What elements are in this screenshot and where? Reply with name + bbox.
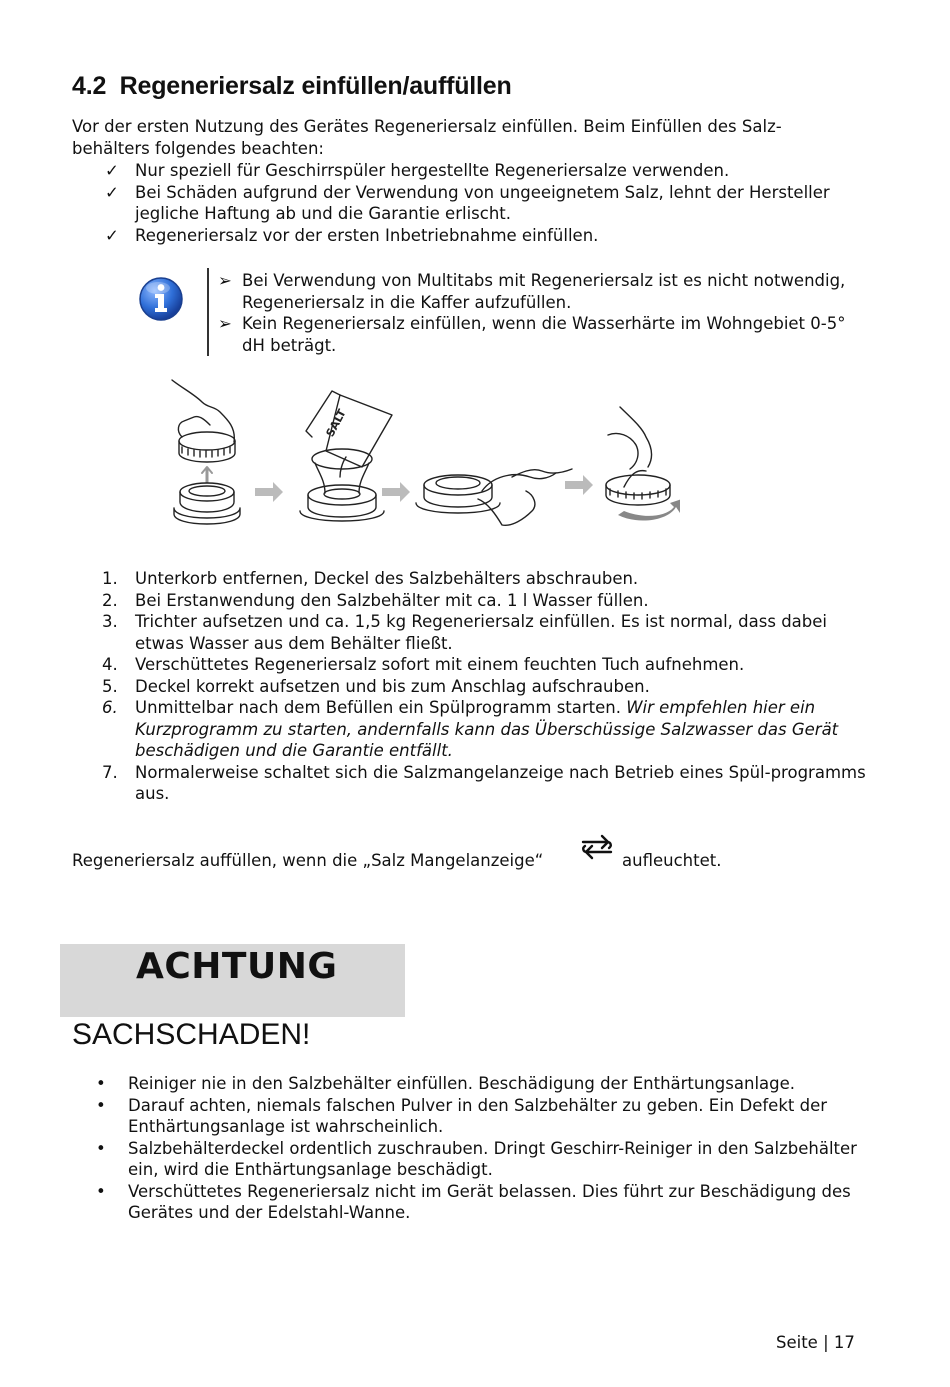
checklist-item: [72, 182, 872, 225]
refill-text-end: aufleuchtet.: [622, 851, 722, 870]
arrow-right-icon: [382, 482, 410, 502]
warning-text: Verschüttetes Regeneriersalz nicht im Gerät belassen. Dies führt zur Beschädigung des Gerätes und der Edelstahl-Wanne.: [128, 1181, 851, 1222]
step-text: Deckel korrekt aufsetzen und bis zum Anschlag aufschrauben.: [135, 676, 650, 696]
warning-item: [72, 1095, 872, 1138]
step-text: Verschüttetes Regeneriersalz sofort mit einem feuchten Tuch aufnehmen.: [135, 655, 745, 674]
check-icon: ✓: [105, 182, 119, 202]
intro-line-1: Vor der ersten Nutzung des Gerätes Regeneriersalz einfüllen. Beim Einfüllen des Salz-: [72, 117, 782, 136]
checklist: [72, 160, 872, 246]
step-text: Unmittelbar nach dem Befüllen ein Spülprogramm starten.: [135, 698, 627, 717]
step-number: 2.: [102, 590, 118, 610]
bullet-icon: •: [96, 1074, 106, 1093]
step-number: 7.: [102, 762, 118, 782]
page-number: Seite | 17: [776, 1333, 855, 1352]
step-text: Normalerweise schaltet sich die Salzmangelanzeige nach Betrieb eines Spül-programms aus.: [135, 762, 866, 803]
warning-subtitle: SACHSCHADEN!: [72, 1018, 311, 1051]
warning-text: Salzbehälterdeckel ordentlich zuschrauben. Dringt Geschirr-Reiniger in den Salzbehälter ein, wird die Enthärtungsanlage beschädigt.: [128, 1138, 857, 1179]
warning-text: Darauf achten, niemals falschen Pulver in den Salzbehälter zu geben. Ein Defekt der Enthärtungsanlage ist wahrscheinlich.: [128, 1095, 828, 1136]
step-number: 1.: [102, 569, 118, 588]
lid-screwing-drawing: [606, 407, 670, 505]
info-text: Bei Verwendung von Multitabs mit Regeneriersalz ist es nicht notwendig, Regeneriersalz in die Kaffer aufzufüllen.: [242, 271, 846, 312]
step-text: Unterkorb entfernen, Deckel des Salzbehälters abschrauben.: [135, 569, 639, 588]
section-title: Regeneriersalz einfüllen/auffüllen: [119, 72, 512, 100]
bullet-icon: •: [96, 1095, 106, 1115]
checklist-item: [72, 225, 872, 247]
step-number: 5.: [102, 676, 118, 696]
step-item: [72, 590, 872, 612]
step-item: [72, 568, 872, 590]
info-list: [216, 270, 856, 356]
check-icon: ✓: [105, 225, 119, 245]
arrow-icon: ➢: [218, 271, 232, 290]
info-divider: [207, 268, 209, 356]
step-item: [72, 611, 872, 654]
step-text: Trichter aufsetzen und ca. 1,5 kg Regeneriersalz einfüllen. Es ist normal, dass dabei etwas Wasser aus dem Behälter fließt.: [135, 612, 827, 653]
checklist-item: [72, 160, 872, 182]
info-item: [216, 313, 856, 356]
bullet-icon: •: [96, 1138, 106, 1158]
salt-pouring-drawing: [300, 391, 392, 521]
refill-text: Regeneriersalz auffüllen, wenn die „Salz Mangelanzeige“: [72, 851, 544, 870]
warning-title: ACHTUNG: [136, 946, 338, 987]
step-number: 4.: [102, 655, 118, 674]
salt-indicator-icon: [578, 828, 616, 866]
rotate-arrow-icon: [618, 499, 680, 521]
salt-pack-label: SALT: [323, 407, 349, 439]
intro-line-2: behälters folgendes beachten:: [72, 138, 324, 158]
step-item: [72, 697, 872, 762]
step-item: [72, 654, 872, 676]
arrow-icon: ➢: [218, 314, 232, 333]
intro-paragraph: [72, 116, 872, 159]
warning-item: [72, 1181, 872, 1224]
warning-item: [72, 1138, 872, 1181]
warning-text: Reiniger nie in den Salzbehälter einfüllen. Beschädigung der Enthärtungsanlage.: [128, 1074, 796, 1093]
section-number: 4.2: [72, 72, 107, 100]
step-item: [72, 676, 872, 698]
arrow-right-icon: [565, 475, 593, 495]
arrow-right-icon: [255, 482, 283, 502]
step-text: Bei Erstanwendung den Salzbehälter mit ca. 1 l Wasser füllen.: [135, 590, 649, 610]
info-icon: [138, 276, 184, 322]
wiping-drawing: [416, 469, 572, 525]
info-item: [216, 270, 856, 313]
checklist-text: Regeneriersalz vor der ersten Inbetriebnahme einfüllen.: [135, 225, 599, 245]
step-number: 3.: [102, 612, 118, 631]
step-italic-text: Wir empfehlen hier ein Kurzprogramm zu starten, andernfalls kann das Überschüssige Salzwasser das Gerät beschädigen und die Garantie entfällt.: [135, 698, 839, 760]
warning-list: [72, 1073, 872, 1224]
step-number: 6.: [102, 698, 118, 717]
salt-refill-illustration: [160, 375, 680, 530]
info-text: Kein Regeneriersalz einfüllen, wenn die Wasserhärte im Wohngebiet 0-5° dH beträgt.: [242, 314, 846, 355]
lid-removal-drawing: [172, 380, 240, 524]
bullet-icon: •: [96, 1181, 106, 1201]
checklist-text: Bei Schäden aufgrund der Verwendung von ungeeignetem Salz, lehnt der Hersteller jegliche Haftung ab und die Garantie erlischt.: [135, 182, 830, 223]
checklist-text: Nur speziell für Geschirrspüler hergestellte Regeneriersalze verwenden.: [135, 161, 730, 180]
warning-item: [72, 1073, 872, 1095]
check-icon: ✓: [105, 161, 119, 180]
steps-list: [72, 568, 872, 805]
step-item: [72, 762, 872, 805]
section-heading: [72, 72, 512, 101]
